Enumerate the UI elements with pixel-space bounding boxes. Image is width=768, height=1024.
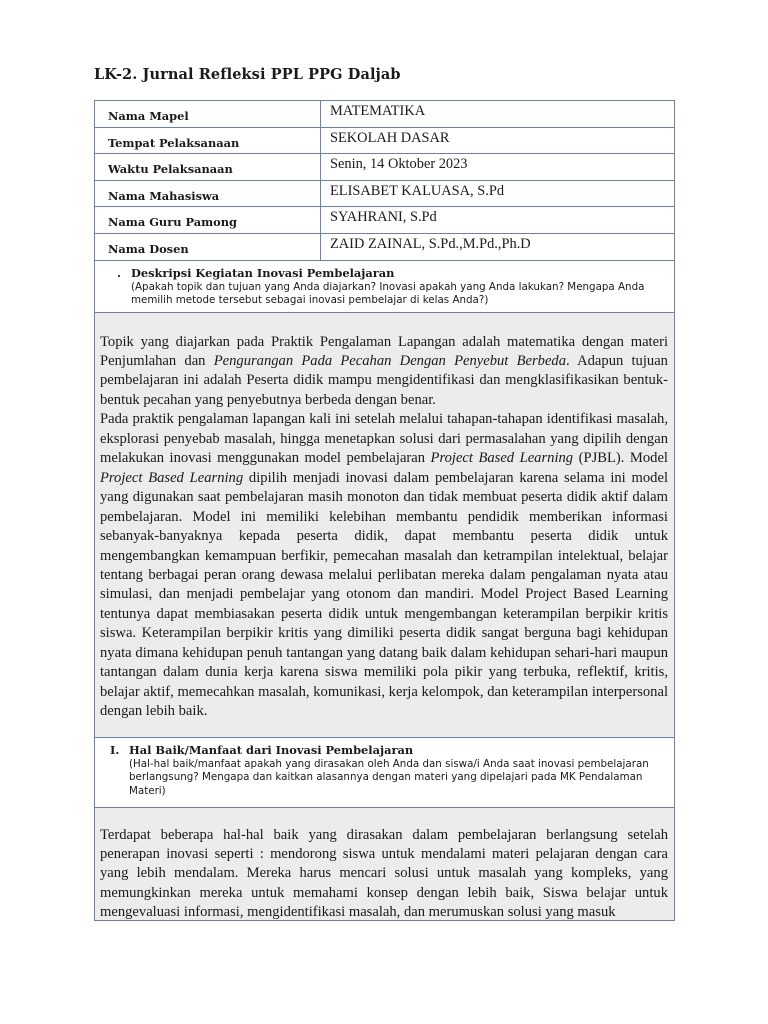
section-2-header — [95, 738, 674, 808]
info-value: SYAHRANI, S.Pd — [330, 209, 437, 226]
info-row-guru-pamong — [95, 207, 674, 234]
journal-table — [94, 100, 675, 921]
document-title: LK-2. Jurnal Refleksi PPL PPG Daljab — [94, 66, 401, 83]
text-run-italic: Pengurangan Pada Pecahan Dengan Penyebut Berbeda — [213, 353, 567, 370]
info-row-mapel — [95, 101, 674, 128]
text-run: Topik yang diajarkan pada Praktik Pengalaman Lapangan adalah matematika dengan materi Penjumlahan dan — [100, 333, 668, 370]
info-value: ZAID ZAINAL, S.Pd.,M.Pd.,Ph.D — [330, 235, 531, 252]
text-run: . Adapun tujuan pembelajaran ini adalah Peserta didik mampu mengidentifikasi dan mengklasifikasikan bentuk-bentuk pecahan yang penyebutnya berbeda dengan benar. — [100, 353, 668, 408]
text-run: dipilih menjadi inovasi dalam pembelajaran karena selama ini model yang digunakan saat pembelajaran masih monoton dan tidak membuat peserta didik aktif dalam pembelajaran. Model ini memiliki kelebihan membantu pendidik memberikan informasi sebanyak-banyaknya kepada peserta didik, dapat membantu peserta didik untuk mengembangkan kemampuan berfikir, pemecahan masalah dan ketrampilan intelektual, belajar tentang berbagai peran orang dewasa melalui perlibatan mereka dalam pengalaman nyata atau simulasi, dan menjadi pembelajar yang otonom dan mandiri. Model Project Based Learning tentunya dapat membiasakan peserta didik untuk mengembangan keterampilan berpikir kritis siswa. Keterampilan berpikir kritis yang dimiliki peserta didik sangat berguna bagi kehidupan nyata dimana kehidupan penuh tantangan yang datang baik dalam kehidupan sehari-hari maupun tantangan dalam dunia kerja karena siswa memiliki pola pikir yang terbuka, reflektif, kritis, belajar aktif, memecahkan masalah, komunikasi, kerja kelompok, dan keterampilan interpersonal dengan lebih baik. — [100, 469, 668, 720]
section-heading: Hal Baik/Manfaat dari Inovasi Pembelajaran — [129, 742, 414, 757]
section-1-header — [95, 261, 674, 313]
section-2-body — [95, 808, 674, 920]
section-heading: Deskripsi Kegiatan Inovasi Pembelajaran — [131, 265, 395, 280]
section-prompt: (Apakah topik dan tujuan yang Anda diajarkan? Inovasi apakah yang Anda lakukan? Mengapa Anda memilih metode tersebut sebagai inovasi pembelajar di kelas Anda?) — [131, 280, 645, 307]
paragraph — [100, 333, 668, 411]
section-number: . — [117, 265, 121, 280]
section-prompt: (Hal-hal baik/manfaat apakah yang dirasakan oleh Anda dan siswa/i Anda saat inovasi pembelajaran berlangsung? Mengapa dan kaitkan alasannya dengan materi yang dipelajari pada MK Pendalaman Materi) — [129, 757, 649, 797]
info-row-waktu — [95, 154, 674, 181]
paragraph: Terdapat beberapa hal-hal baik yang dirasakan dalam pembelajaran berlangsung setelah penerapan inovasi seperti : mendorong siswa untuk mendalami materi pelajaran dengan cara yang lebih mendalam. Mereka harus mencari solusi untuk masalah yang kompleks, yang memungkinkan mereka untuk memahami konsep dengan lebih baik, Siswa belajar untuk mengevaluasi informasi, mengidentifikasi masalah, dan merumuskan solusi yang masuk — [100, 826, 668, 920]
info-row-mahasiswa — [95, 181, 674, 208]
info-value: SEKOLAH DASAR — [330, 129, 450, 146]
info-row-dosen — [95, 234, 674, 261]
paragraph — [100, 410, 668, 721]
info-label: Nama Dosen — [95, 234, 321, 260]
text-run-italic: Project Based Learning — [100, 469, 244, 486]
text-run: Pada praktik pengalaman lapangan kali ini setelah melalui tahapan-tahapan identifikasi masalah, eksplorasi penyebab masalah, hingga menetapkan solusi dari permasalahan yang dipilih dengan melakukan inovasi menggunakan model pembelajaran — [100, 411, 668, 467]
info-label: Waktu Pelaksanaan — [95, 154, 321, 180]
section-number: I. — [110, 742, 120, 757]
text-run-italic: Project Based Learning — [430, 450, 574, 467]
section-1-body — [95, 313, 674, 738]
info-label: Nama Guru Pamong — [95, 207, 321, 233]
info-row-tempat — [95, 128, 674, 155]
info-value: Senin, 14 Oktober 2023 — [330, 156, 468, 173]
info-label: Nama Mapel — [95, 101, 321, 127]
info-label: Tempat Pelaksanaan — [95, 128, 321, 154]
info-label: Nama Mahasiswa — [95, 181, 321, 207]
text-run: (PJBL). Model — [573, 450, 668, 467]
info-value: ELISABET KALUASA, S.Pd — [330, 182, 505, 199]
info-value: MATEMATIKA — [330, 103, 426, 119]
